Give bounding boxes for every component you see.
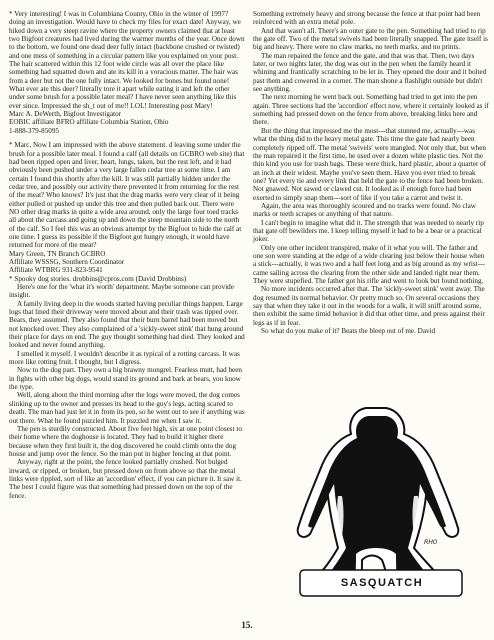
page-number: 15.	[241, 620, 253, 630]
signature-line: Affiliate WSSSG, Southern Coordinator	[9, 257, 125, 266]
signature-line: 1-888-379-85095	[9, 126, 59, 135]
signature-line: Mary Green, TN Branch GCBRO	[9, 249, 106, 258]
paragraph: Something extremely heavy and strong because the fence at that point had been reinforced with an extra metal pole.	[253, 10, 481, 27]
logo-label: SASQUATCH	[340, 577, 424, 589]
paragraph: The pen is sturdily constructed. About five feet high, six at one point closest to their home where the doghouse is located. They had to build it higher there because when they first built it, the dog discovered he could climb onto the dog house and jump over the fence. So the man put in higher fencing at that point.	[9, 424, 242, 458]
sasquatch-silhouette-icon	[296, 404, 466, 600]
paragraph: So what do you make of it? Beats the bleep out of me. David	[261, 327, 436, 336]
right-column	[253, 10, 489, 335]
signature-line: EOBIC affiliate BFRO affiliate Columbia Station, Ohio	[9, 118, 169, 127]
paragraph: Well, along about the third morning after the logs were moved, the dog comes slinking up to the owner and presses its head to the guy's legs, acting scared to death. The man had just let it in from its pen, so he went out to see if anything was out there. What he found puzzled him. It puzzled me when I saw it.	[9, 391, 245, 425]
report-heading-spooky-dog: * Spooky dog stories. drobbins@cpros.com (David Drobbins)	[9, 274, 187, 283]
report-marc-dewerth: * Very interesting! I was in Columbiana County, Ohio in the winter of 1997? doing an investigation. Would have to check my files for exact date! Anyway, we hiked down a very steep ravine where the property owners claimed that at least two Bigfoot creatures had lived during the warmer months of the year. Once down to the bottom, we found one dead deer fully intact (backbone crushed or twisted) and one mess of something in a circular pattern like you explained on your post. The hair scattered within this 12 foot wide circle was all over the place like something had squatted down and ate its kill in a voracious matter. The hair was from a deer but not the one fully intact. We looked for bones but found none! What ever ate this deer? literally tore it apart while eating it and left the other under some brush for a possible later meal? I have never seen anything like this ever since. Impressed the sh_t out of me!! LOL! Interesting post Mary!	[9, 10, 245, 110]
paragraph: The man repaired the fence and the gate, and that was that. Then, two days later, or two nights later, the dog was out in the pen when the family heard it whining and frantically scratching to be let in. They opened the door and it bolted past them and cowered in a corner. The man shone a flashlight outside but didn't see anything.	[253, 51, 487, 94]
paragraph: The next morning he went back out. Something had tried to get into the pen again. Three sections had the 'accordion' effect now, where it certainly looked as if something had pressed down on the fence from above, breaking links here and there.	[253, 93, 489, 127]
signature-line: Marc A. DeWerth, Bigfoot Investigator	[9, 110, 122, 119]
paragraph: Anyway, right at the point, the fence looked partially crushed. Not bulged inward, or ripped, or broken, but pressed down on from above so that the metal links were rippled, sort of like an 'accordion' effect, if you can picture it. It saw it. The best I could figure was that something had pressed down on the top of the fence.	[9, 458, 242, 500]
paragraph: A family living deep in the woods started having peculiar things happen. Large logs that lined their driveway were moved about and their trash was tipped over. Bears, they assumed. They also found that their burn barrel had been moved but not knocked over. They also complained of a 'sickly-sweet stink' that hung around their place for days on end. The guy thought something had died. They looked and looked and never found anything.	[9, 299, 245, 350]
paragraph: Now to the dog part. They own a big brawny mongrel. Fearless mutt, had been in fights with other big dogs, would stand its ground and bark at bears, you know the type.	[9, 366, 242, 392]
paragraph: No more incidents occurred after that. The 'sickly-sweet stink' went away. The dog resumed its normal behavior. Or pretty much so. On several occasions they say that when they take it out in the woods for a walk, it will sniff around some, then exhibit the same timid behavior it did that other time, and press against their legs as if in fear.	[253, 285, 485, 327]
logo-initials: RHO	[424, 540, 438, 546]
paragraph: Again, the area was thoroughly scoured and no tracks were found. No claw marks or teeth scrapes or anything of that nature.	[253, 201, 476, 219]
left-column	[9, 10, 245, 500]
signature-line: Affiliate WTBRG 931-823-9541	[9, 266, 103, 275]
paragraph: Only one other incident transpired, make of it what you will. The father and one son were standing at the edge of a wide clearing just below their house when a stick---actually, it was two and a half feet long and as big around as my wrist---came sailing across the clearing from the other side and landed right near them. They were stupefied. The father got his rifle and went to look but found nothing.	[253, 243, 485, 285]
paragraph: Here's one for the 'what it's worth' department. Maybe someone can provide insight.	[9, 283, 234, 300]
paragraph: I can't begin to imagine what did it. The strength that was needed to nearly rip that gate off bewilders me. I keep telling myself it had to be a bear or a practical joker.	[253, 218, 484, 244]
paragraph: But the thing that impressed me the most---that stunned me, actually---was what the thing did to the heavy metal gate. This time the gate had nearly been completely ripped off. The metal 'swivels' were mangled. Not only that, but when the man repaired it the first time, he used over a dozen white plastic ties. Not the thin kind you use for trash bags. These were thick, hard plastic, about a quarter of an inch at their widest. Maybe you've seen them. Have you ever tried to break one? Yet every tie and every link that held the gate to the fence had been broken. Not gnawed. Not sawed or clawed cut. It looked as if enough force had been exerted to simply snap them---sort of like if you take a carrot and twist it.	[253, 126, 487, 202]
paragraph: And that wasn't all. There's an outer gate to the pen. Something had tried to rip the gate off. Two of the metal swivels had been literally snapped. The gate itself is big and heavy. There were no claw marks, no teeth marks, and no prints.	[253, 26, 488, 52]
report-mary-green: * Marc, Now I am impressed with the above statement. d leaving some under the brush for a possible later meal. I found a calf (all details on GCBRO web site) that had been ripped open and liver, heart, lungs, taken, but the rest left, and it had obviously been pushed under a very large fallen cedar tree at some time. I am certain I found this shortly after the kill. It was still partially hidden under the cedar tree, and possibly our activity there prevented it from returning for the rest of the meat? Who knows? It's just that the drag marks were very clear of it being either pulled or pushed up under this tree and then pulled back out. There were NO other drag marks in quite a wide area around, only the large four toed tracks all about the carcass and going up and down the steep mountain side to the north of the calf. So I feel this was an obvious attempt by the Bigfoot to hide the calf at one time. I guess its possible if the Bigfoot got hungry enough, it would have returned for more of the meat?	[9, 141, 245, 250]
paragraph: I smelled it myself. I wouldn't describe it as typical of a rotting carcass. It was more like rotting fruit, I thought, but I digress.	[9, 349, 240, 367]
